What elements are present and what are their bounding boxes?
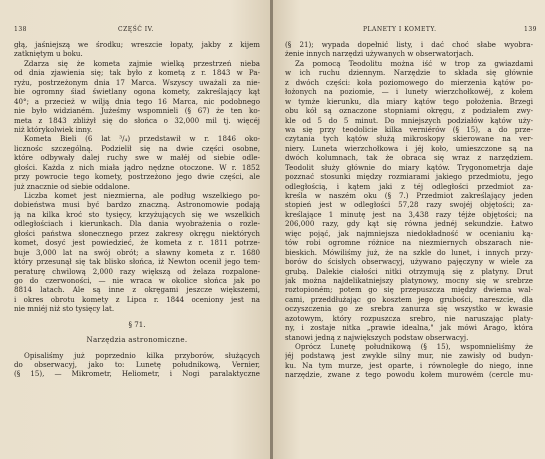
text-line: z dwóch części: koła poziomowego do mierzenia kątów po- (285, 77, 533, 87)
text-line: łożonych na poziomie, — i lunety wierzchołkowéj, z kołem (285, 87, 533, 97)
text-line: głości państwa słonecznego przez zakresy okręgu niektórych (14, 228, 260, 238)
right-paragraphs (285, 40, 533, 380)
text-line: obu kół są oznaczone stopniami okręgu, z podziałem zwy- (285, 106, 533, 116)
text-line: komet, dosyć jest powiedzieć, że kometa z r. 1811 potrze- (14, 238, 260, 248)
text-line: niż którykolwiek inny. (14, 124, 93, 134)
text-line: Liczba komet jest niezmierna, ale podług wszelkiego po- (24, 191, 260, 200)
section-number: § 71. (128, 319, 146, 329)
text-line: czytania tych kątów służą mikroskopy skierowane na ver- (285, 134, 533, 144)
text-line: stopień jest w odległości 57,28 razy swojéj objętości; za- (285, 200, 533, 210)
text-line: przy powrocie tego komety, postrzeżono jego dwie części, ale (14, 172, 260, 182)
text-line: borów do ścisłych obserwacyj, używano pajęczyny w wiele za (285, 257, 533, 267)
text-line: odległościach i kierunkach. Dla dania wyobrażenia o rozle- (14, 219, 260, 229)
text-line: w ich ruchu dziennym. Narzędzie to składa się głównie (285, 68, 533, 78)
text-line: kle od 5 do 5 minut. Do mniejszych podziałów kątów uży- (285, 115, 533, 125)
left-page-number: 138 (14, 26, 27, 33)
text-line: meta z 1843 zbliżył się do słońca o 32,000 mil tj. więcéj (14, 115, 260, 125)
text-line: Opisaliśmy już poprzednio kilka przyborów, służących (24, 350, 260, 360)
text-line: bie ogromny śiad świetlany ogona komety, zakreślający kąt (14, 87, 260, 97)
text-line: ku. Na tym murze, jest oparte, i równoległe do niego, inne (285, 360, 533, 370)
text-line: ny, i zostaje nitka „prawie idealna," jak mówi Arago, która (285, 323, 533, 333)
text-line: kreśla w naszém oku (§ 7.) Przedmiot zakreślający jeden (285, 191, 533, 200)
text-line: stanowi jedną z największych podstaw obserwacyj. (285, 332, 469, 342)
text-line: wa się przy teodolicie kilka verniérów (§ 15), a do prze- (285, 124, 533, 134)
text-line: cami, przeddłużając go kosztem jego grubości, nareszcie, dla (285, 294, 533, 304)
left-paragraphs (14, 40, 260, 314)
text-line: 8814 latach. Ale są inne z okręgami jeszcze większemi, (14, 285, 260, 295)
text-line: nie było widzianém. Jużeśmy wspomnieli (§ 67) że ten ko- (14, 106, 260, 116)
text-line: 40°; a przecież w wilją dnia tego 16 Marca, nic podobnego (14, 96, 260, 106)
right-running-head: PLANETY I KOMETY. (363, 26, 437, 33)
text-line: w tymże kierunku, dla miary kątów tego położenia. Brzegi (285, 96, 533, 106)
text-line: ryżu, postrzeżonym dnia 17 Marca. Wszyscy uważali za nie- (14, 77, 260, 87)
text-line: buje 3,000 lat na swój obrót; a sławny kometa z r. 1680 (14, 247, 260, 257)
text-line: peraturę chwilową 2,000 razy większą od żelaza rozpalone- (14, 266, 260, 276)
text-line: jak można najdelikatniejszy platynowy, mocny się w srebrze (285, 275, 533, 285)
text-line: kreślające 1 minutę jest na 3,438 razy téjże objętości; na (285, 209, 533, 219)
text-line: niery. Luneta wierzchołkowa i jéj koło, umieszczone są na (285, 143, 533, 153)
text-line: bieskich. Mówiliśmy już, że na szkle do lunet, i innych przy- (285, 247, 533, 257)
text-line: i okres obrotu komety z Lipca r. 1844 oceniony jest na (14, 294, 260, 304)
left-body-text (14, 40, 260, 379)
text-line: Oprócz Lunetę południkową (§ 15), wspomnieliśmy że (295, 342, 533, 351)
text-line: (§ 21); wypada dopełnić listy, i dać choć słabe wyobra- (285, 40, 533, 49)
text-line: od dnia zjawienia się; tak było z kometą z r. 1843 w Pa- (14, 68, 260, 78)
text-line: Za pomocą Teodolitu można iść w trop za gwiazdami (295, 58, 533, 68)
text-line: 206,000 razy, gdy kąt się równa jednéj sekundzie. Łatwo (285, 219, 533, 229)
text-line: azotowym, który rozpuszcza srebro, nie naruszając platy- (285, 313, 533, 323)
text-line: narzędzie, zwane z tego powodu kołem murowém (cercle mu- (285, 370, 533, 380)
text-line: licznośc szczególną. Podzielił się na dwie części osobne, (14, 143, 260, 153)
text-line: tów robi ogromne różnice na niezmiernych obszarach nie- (285, 238, 533, 248)
text-line: głą, jaśniejszą we środku; wreszcie łopaty, jakby z kijem (14, 40, 260, 49)
text-line: Kometa Bieli (6 lat ³/₄) przedstawił w r. 1846 oko- (24, 134, 260, 144)
text-line: więc pojąć, jak najmniejsza niedokładność w ocenianiu ką- (285, 228, 533, 238)
text-line: głości. Każda z nich miała jądro nędzne otoczone. W r. 1852 (14, 162, 260, 172)
text-line: dobieństwa musi być bardzo znaczną. Astronomowie podają (14, 200, 260, 210)
text-line: które odbywały dalej ruchy swe w małéj od siebie odle- (14, 153, 260, 163)
text-line: zatkniętym u boku. (14, 49, 83, 59)
text-line: grubą. Dalekie ciałości nitki otrzymują się z platyny. Drut (285, 266, 533, 276)
right-page-number: 139 (524, 26, 537, 33)
right-page (273, 0, 545, 459)
text-line: żenie innych narzędzi używanych w obserwatorjach. (285, 49, 474, 59)
left-paragraphs-2 (14, 351, 260, 379)
text-line: już znacznie od siebie oddalone. (14, 181, 130, 191)
text-line: (§ 15), — Mikrometr, Heliometr, i Nogi paralaktyczne (14, 369, 260, 379)
right-body-text (285, 40, 533, 380)
text-line: pozznać stosunki między rozmiarami jakiego przedmiotu, jego (285, 172, 533, 182)
text-line: ją na kilka kroć sto tysięcy, krzyżujących się we wszelkich (14, 209, 260, 219)
text-line: który przesunął się tak blisko słońca, iż Newton ocenił jego tem- (14, 257, 260, 267)
text-line: nie mniéj niż sto tysięcy lat. (14, 304, 115, 314)
text-line: go do czerwoności, — nie wraca w okolice słońca jak po (14, 275, 260, 285)
text-line: Zdarza się że kometa zajmie wielką przestrzeń nieba (24, 58, 260, 68)
text-line: jéj podstawą jest zwykle silny mur, nie zawisły od budyn- (285, 351, 533, 361)
text-line: dwóch kolumnach, tak że obraca się wraz z narzędziem. (285, 153, 533, 163)
text-line: Teodolit służy głównie do miary kątów. Trygonometrja daje (285, 162, 533, 172)
text-line: do obserwacyj, jako to: Lunetę południkową, Vernier, (14, 360, 260, 369)
section-title: Narzędzia astronomiczne. (86, 335, 188, 345)
text-line: oczyszczenia go ze srebra zanurza się wszystko w kwasie (285, 304, 533, 314)
text-line: odległością, i kątem jaki z téj odległości przedmiot za- (285, 181, 533, 191)
text-line: roztopioném; potem go się przepuszcza między dwiema wal- (285, 285, 533, 295)
left-page (0, 0, 271, 459)
left-running-head: CZĘŚĆ IV. (118, 26, 154, 33)
